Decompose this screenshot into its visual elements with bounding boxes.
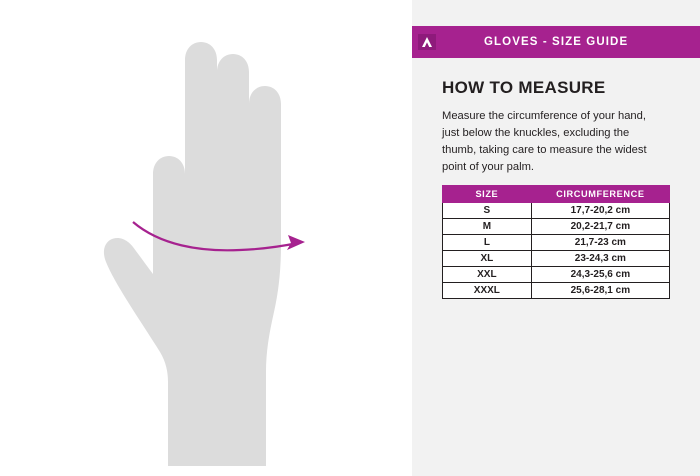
- table-row: [443, 219, 670, 235]
- cell-circumference: 17,7-20,2 cm: [531, 203, 669, 219]
- cell-circumference: 25,6-28,1 cm: [531, 283, 669, 299]
- section-description: Measure the circumference of your hand, just below the knuckles, excluding the thumb, taking care to measure the widest point of your palm.: [442, 110, 647, 173]
- cell-circumference: 20,2-21,7 cm: [531, 219, 669, 235]
- cell-size: S: [443, 203, 532, 219]
- table-column-size: SIZE: [443, 186, 532, 203]
- table-row: [443, 235, 670, 251]
- cell-circumference: 24,3-25,6 cm: [531, 267, 669, 283]
- table-row: [443, 283, 670, 299]
- table-header-row: [443, 186, 670, 203]
- table-column-circumference: CIRCUMFERENCE: [531, 186, 669, 203]
- panel-header: [412, 26, 700, 58]
- cell-size: XL: [443, 251, 532, 267]
- cell-size: XXL: [443, 267, 532, 283]
- brand-logo-icon: [412, 26, 442, 58]
- table-row: [443, 203, 670, 219]
- panel-header-title: GLOVES - SIZE GUIDE: [484, 36, 629, 48]
- cell-size: L: [443, 235, 532, 251]
- table-row: [443, 267, 670, 283]
- size-table: [442, 185, 670, 299]
- cell-circumference: 21,7-23 cm: [531, 235, 669, 251]
- info-panel: [412, 0, 700, 476]
- table-row: [443, 251, 670, 267]
- cell-size: M: [443, 219, 532, 235]
- cell-size: XXXL: [443, 283, 532, 299]
- cell-circumference: 23-24,3 cm: [531, 251, 669, 267]
- section-title: HOW TO MEASURE: [442, 78, 606, 97]
